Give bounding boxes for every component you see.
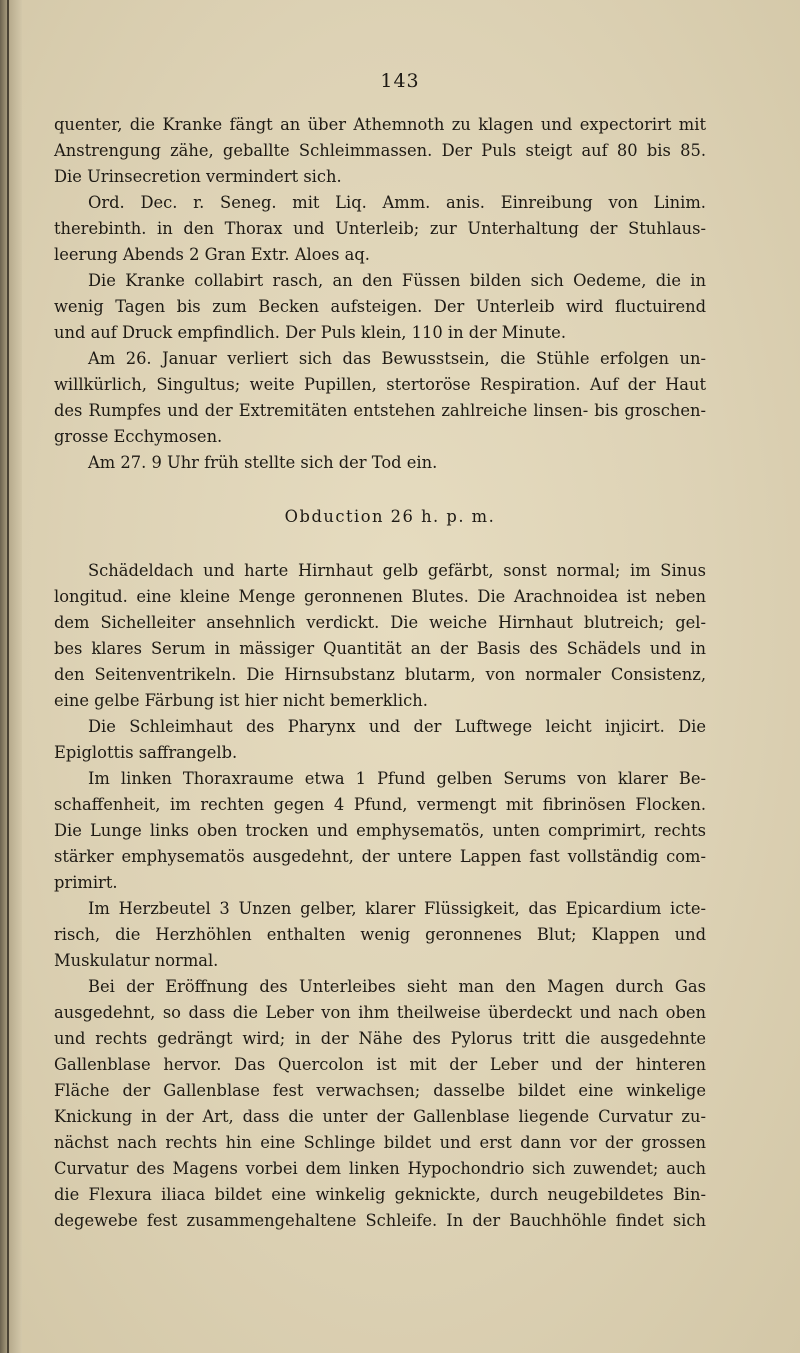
text-line: und rechts gedrängt wird; in der Nähe des Pylorus tritt die ausgedehnte [54, 1029, 706, 1048]
text-line: eine gelbe Färbung ist hier nicht bemerklich. [54, 691, 428, 710]
text-line: Fläche der Gallenblase fest verwachsen; dasselbe bildet eine winkelige [54, 1081, 706, 1100]
text-line: schaffenheit, im rechten gegen 4 Pfund, vermengt mit fibrinösen Flocken. [54, 795, 706, 814]
text-line: therebinth. in den Thorax und Unterleib; zur Unterhaltung der Stuhlaus- [54, 219, 706, 238]
text-line: Die Schleimhaut des Pharynx und der Luftwege leicht injicirt. Die [88, 717, 706, 736]
text-line: ausgedehnt, so dass die Leber von ihm theilweise überdeckt und nach oben [54, 1003, 706, 1022]
text-line: primirt. [54, 873, 118, 892]
text-line: willkürlich, Singultus; weite Pupillen, stertoröse Respiration. Auf der Haut [54, 375, 706, 394]
text-line: die Flexura iliaca bildet eine winkelig geknickte, durch neugebildetes Bin- [54, 1185, 706, 1204]
text-line: Schädeldach und harte Hirnhaut gelb gefärbt, sonst normal; im Sinus [88, 561, 706, 580]
binding-edge [7, 0, 9, 1353]
text-line: stärker emphysematös ausgedehnt, der untere Lappen fast vollständig com- [54, 847, 706, 866]
text-line: dem Sichelleiter ansehnlich verdickt. Die weiche Hirnhaut blutreich; gel- [54, 613, 706, 632]
spacer [54, 530, 706, 558]
body-text [54, 112, 706, 1234]
text-line: und auf Druck empfindlich. Der Puls klein, 110 in der Minute. [54, 323, 566, 342]
section-heading: Obduction 26 h. p. m. [284, 507, 496, 526]
text-line: leerung Abends 2 Gran Extr. Aloes aq. [54, 245, 370, 264]
text-line: degewebe fest zusammengehaltene Schleife. In der Bauchhöhle findet sich [54, 1211, 706, 1230]
text-line: quenter, die Kranke fängt an über Athemnoth zu klagen und expectorirt mit [54, 115, 706, 134]
text-line: Epiglottis saffrangelb. [54, 743, 238, 762]
text-line: Anstrengung zähe, geballte Schleimmassen. Der Puls steigt auf 80 bis 85. [54, 141, 706, 160]
text-line: wenig Tagen bis zum Becken aufsteigen. Der Unterleib wird fluctuirend [54, 297, 706, 316]
text-line: Die Kranke collabirt rasch, an den Füssen bilden sich Oedeme, die in [88, 271, 706, 290]
text-line: Die Lunge links oben trocken und emphysematös, unten comprimirt, rechts [54, 821, 706, 840]
text-line: Curvatur des Magens vorbei dem linken Hypochondrio sich zuwendet; auch [54, 1159, 706, 1178]
page-number: 143 [380, 70, 420, 92]
text-line: grosse Ecchymosen. [54, 427, 223, 446]
text-line: risch, die Herzhöhlen enthalten wenig geronnenes Blut; Klappen und [54, 925, 706, 944]
book-spine-shadow [0, 0, 22, 1353]
text-line: nächst nach rechts hin eine Schlinge bildet und erst dann vor der grossen [54, 1133, 706, 1152]
text-line: des Rumpfes und der Extremitäten entstehen zahlreiche linsen- bis groschen- [54, 401, 706, 420]
text-line: longitud. eine kleine Menge geronnenen Blutes. Die Arachnoidea ist neben [54, 587, 706, 606]
spacer [54, 476, 706, 504]
text-line: bes klares Serum in mässiger Quantität an der Basis des Schädels und in [54, 639, 706, 658]
text-line: Im Herzbeutel 3 Unzen gelber, klarer Flüssigkeit, das Epicardium icte- [88, 899, 706, 918]
text-line: Gallenblase hervor. Das Quercolon ist mit der Leber und der hinteren [54, 1055, 706, 1074]
text-line: Bei der Eröffnung des Unterleibes sieht man den Magen durch Gas [88, 977, 706, 996]
text-line: Am 27. 9 Uhr früh stellte sich der Tod ein. [88, 453, 438, 472]
text-line: den Seitenventrikeln. Die Hirnsubstanz blutarm, von normaler Consistenz, [54, 665, 706, 684]
text-line: Im linken Thoraxraume etwa 1 Pfund gelben Serums von klarer Be- [88, 769, 706, 788]
text-line: Muskulatur normal. [54, 951, 219, 970]
text-line: Knickung in der Art, dass die unter der Gallenblase liegende Curvatur zu- [54, 1107, 706, 1126]
text-line: Am 26. Januar verliert sich das Bewusstsein, die Stühle erfolgen un- [88, 349, 706, 368]
text-line: Die Urinsecretion vermindert sich. [54, 167, 342, 186]
text-line: Ord. Dec. r. Seneg. mit Liq. Amm. anis. Einreibung von Linim. [88, 193, 706, 212]
